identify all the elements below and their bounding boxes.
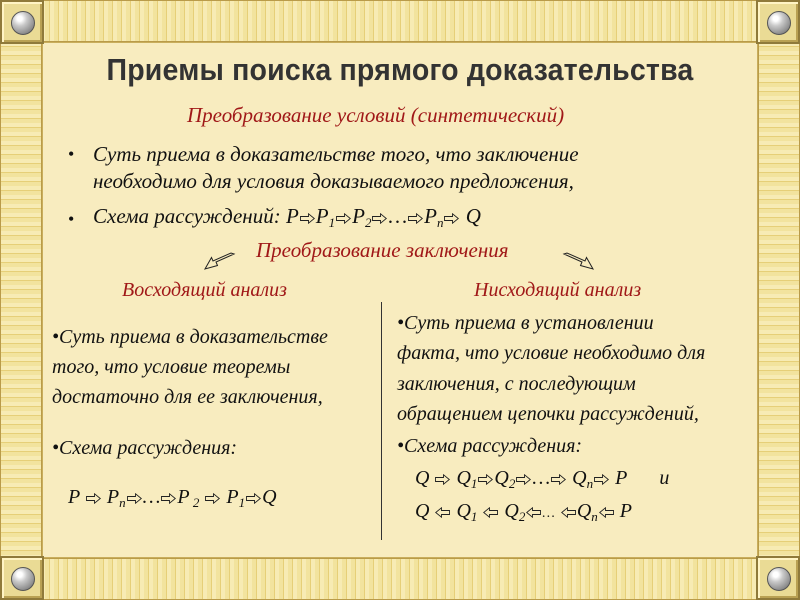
scheme-sub2: 2 (189, 495, 200, 510)
right-arrow-icon (86, 493, 101, 504)
left-arrow-icon (526, 507, 541, 518)
scheme-sub1: 1 (470, 509, 478, 524)
scheme-q1: Q (456, 500, 471, 522)
right-arrow-icon (336, 213, 351, 224)
bullet-dot: • (68, 144, 75, 164)
scheme-qn: Q (576, 500, 592, 522)
diagonal-arrow-icon (202, 248, 236, 274)
left-scheme-label: •Схема рассуждения: (52, 437, 238, 459)
left-arrow-icon (599, 507, 614, 518)
section-heading-conclusion: Преобразование заключения (256, 238, 509, 262)
scheme-p: P (619, 500, 632, 522)
scheme-q2: Q (494, 467, 509, 489)
right-arrow-icon (372, 213, 387, 224)
right-arrow-icon (300, 213, 315, 224)
left-arrow-icon (483, 507, 498, 518)
right-description-line4: обращением цепочки рассуждений, (397, 403, 699, 425)
right-arrow-icon (246, 493, 261, 504)
scheme-sub1: 1 (238, 495, 246, 510)
scheme-sub1: 1 (470, 476, 478, 491)
right-arrow-icon (444, 213, 459, 224)
right-description-line2: факта, что условие необходимо для (397, 342, 706, 364)
right-description-line3: заключения, с последующим (397, 373, 636, 395)
left-description-line1: •Суть приема в доказательстве (52, 326, 328, 348)
left-description-line3: достаточно для ее заключения, (52, 386, 323, 408)
scheme-subn: n (119, 495, 126, 510)
synthetic-description-line1: Суть приема в доказательстве того, что заключение (93, 142, 579, 166)
right-scheme-forward (415, 467, 669, 492)
right-scheme-backward (415, 500, 632, 525)
scheme-and: и (659, 467, 670, 489)
scheme-subn: n (591, 509, 598, 524)
scheme-q: Q (262, 486, 277, 508)
scheme-q2: Q (504, 500, 519, 522)
right-arrow-icon (408, 213, 423, 224)
scheme-dots: … (142, 486, 161, 508)
diagonal-arrow-icon (562, 248, 596, 274)
scheme-sub2: 2 (508, 476, 516, 491)
left-column-heading: Восходящий анализ (122, 279, 287, 301)
scheme-p: P (68, 486, 80, 508)
page-title: Приемы поиска прямого доказательства (106, 52, 694, 87)
right-arrow-icon (435, 474, 450, 485)
scheme-q1: Q (456, 467, 471, 489)
left-scheme (68, 486, 277, 511)
scheme-sub1: 1 (328, 215, 336, 230)
scheme-p1: P (315, 204, 329, 228)
left-description-line2: того, что условие теоремы (52, 356, 291, 378)
right-arrow-icon (478, 474, 493, 485)
scheme-subn: n (436, 215, 444, 230)
right-column-heading: Нисходящий анализ (474, 279, 642, 301)
scheme-pn: P (424, 204, 437, 228)
bullet-dot: • (68, 209, 75, 229)
left-arrow-icon (435, 507, 450, 518)
section-heading-synthetic: Преобразование условий (синтетический) (187, 103, 565, 127)
column-divider (381, 302, 382, 540)
scheme-q: Q (415, 500, 430, 522)
right-scheme-label: •Схема рассуждения: (397, 435, 583, 457)
scheme-p2: P (177, 486, 190, 508)
scheme-sub2: 2 (364, 215, 372, 230)
scheme-qn: Q (572, 467, 587, 489)
scheme-sub2: 2 (518, 509, 526, 524)
scheme-subn: n (586, 476, 594, 491)
scheme-p2: P (352, 204, 365, 228)
right-description-line1: •Суть приема в установлении (397, 312, 654, 334)
scheme-dots: … (542, 506, 555, 521)
scheme-q: Q (465, 204, 481, 228)
left-arrow-icon (561, 507, 576, 518)
scheme-label: Схема рассуждений: (93, 204, 281, 228)
synthetic-scheme (93, 204, 481, 231)
scheme-dots: … (532, 467, 551, 489)
scheme-p1: P (226, 486, 239, 508)
right-arrow-icon (161, 493, 176, 504)
right-arrow-icon (594, 474, 609, 485)
right-arrow-icon (205, 493, 220, 504)
right-arrow-icon (551, 474, 566, 485)
scheme-dots: … (388, 204, 408, 228)
scheme-q: Q (415, 467, 430, 489)
right-arrow-icon (127, 493, 142, 504)
synthetic-description-line2: необходимо для условия доказываемого предложения, (93, 169, 574, 193)
scheme-p: P (285, 204, 299, 228)
right-arrow-icon (516, 474, 531, 485)
scheme-p: P (615, 467, 628, 489)
scheme-pn: P (106, 486, 120, 508)
